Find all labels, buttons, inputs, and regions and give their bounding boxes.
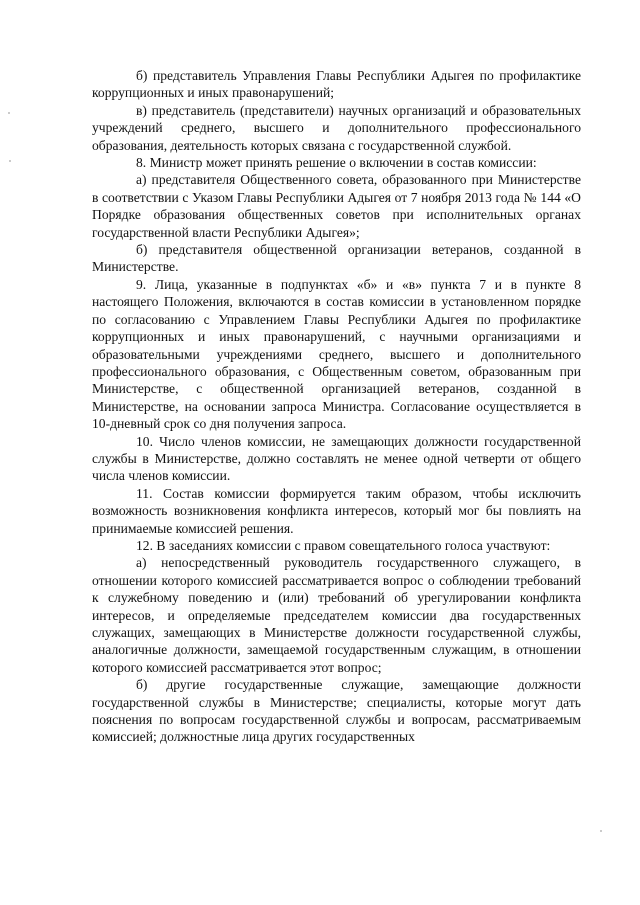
paragraph: б) представителя общественной организации ветеранов, созданной в Министерстве. xyxy=(92,242,581,275)
paragraph: 10. Число членов комиссии, не замещающих должности государственной службы в Министерстве, должно составлять не менее одной четверти от общего числа членов комиссии. xyxy=(92,433,581,484)
paragraph: а) непосредственный руководитель государственного служащего, в отношении которого комиссией рассматривается вопрос о соблюдении требований к служебному поведению и (или) требований об урегулировании конфликта интересов, и определяемые председателем комиссии два государственных служащих, замещающих в Министерстве должности государственной службы, аналогичные должности, замещаемой государственным служащим, в отношении которого комиссией рассматривается этот вопрос; xyxy=(92,555,581,675)
scan-speck xyxy=(9,160,11,162)
paragraph: 12. В заседаниях комиссии с правом совещательного голоса участвуют: xyxy=(136,537,551,553)
scan-speck xyxy=(8,112,10,114)
paragraph: в) представитель (представители) научных организаций и образовательных учреждений среднего, высшего и дополнительного профессионального образования, деятельность которых связана с государственной службой. xyxy=(92,102,581,153)
paragraph: 11. Состав комиссии формируется таким образом, чтобы исключить возможность возникновения конфликта интересов, который мог бы повлиять на принимаемые комиссией решения. xyxy=(92,485,581,536)
paragraph: б) другие государственные служащие, замещающие должности государственной службы в Министерстве; специалисты, которые могут дать пояснения по вопросам государственной службы и вопросам, рассматриваемым комиссией; должностные лица других государственных xyxy=(92,677,581,745)
scan-speck xyxy=(600,830,602,832)
paragraph: б) представитель Управления Главы Республики Адыгея по профилактике коррупционных и иных правонарушений; xyxy=(92,68,581,101)
paragraph: 8. Министр может принять решение о включении в состав комиссии: xyxy=(136,155,537,171)
document-body xyxy=(92,67,581,746)
paragraph: а) представителя Общественного совета, образованного при Министерстве в соответствии с Указом Главы Республики Адыгея от 7 ноября 2013 года № 144 «О Порядке образования общественных советов при исполнительных органах государственной власти Республики Адыгея»; xyxy=(92,172,581,240)
paragraph: 9. Лица, указанные в подпунктах «б» и «в» пункта 7 и в пункте 8 настоящего Положения, включаются в состав комиссии в установленном порядке по согласованию с Управлением Главы Республики Адыгея по профилактике коррупционных и иных правонарушений, с научными организациями и образовательными учреждениями среднего, высшего и дополнительного профессионального образования, с Общественным советом, образованным при Министерстве, с общественной организацией ветеранов, созданной в Министерстве, на основании запроса Министра. Согласование осуществляется в 10-дневный срок со дня получения запроса. xyxy=(92,276,581,432)
